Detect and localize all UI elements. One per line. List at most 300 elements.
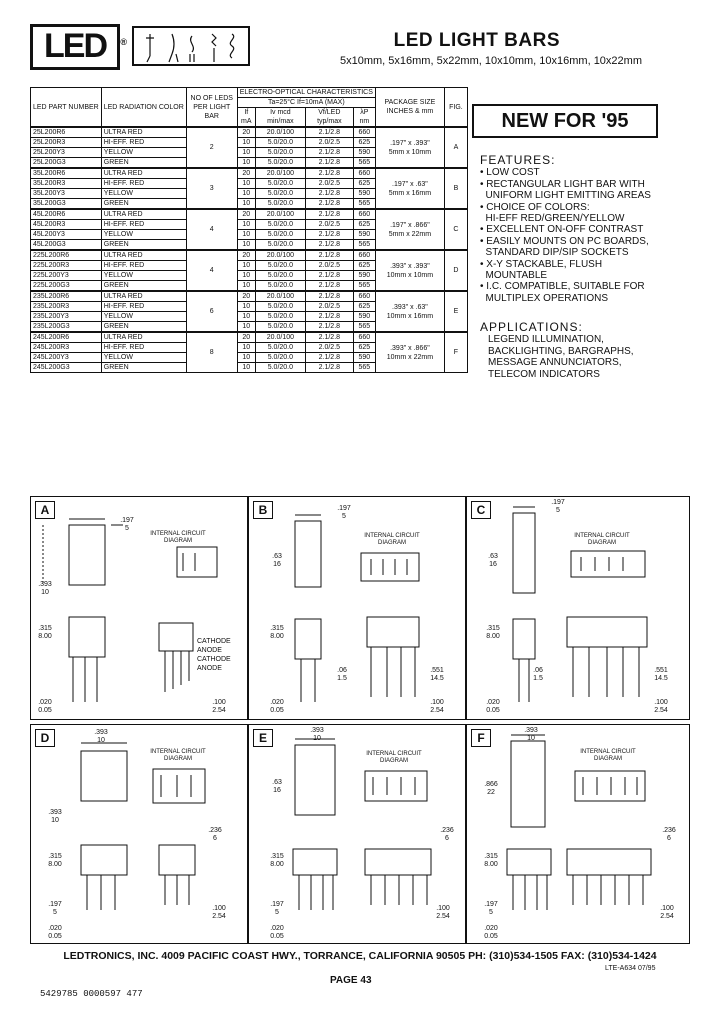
cell-led-count: 3 (186, 168, 237, 209)
cell-if: 20 (237, 168, 255, 179)
cell-figure: F (444, 332, 467, 373)
cell-vf: 2.1/2.8 (305, 209, 353, 220)
dim-lead-inch: .020 (484, 925, 498, 932)
cell-part-number: 25L200G3 (31, 158, 102, 169)
features-heading: FEATURES: (480, 153, 556, 167)
cell-vf: 2.1/2.8 (305, 322, 353, 333)
cell-color: GREEN (101, 363, 186, 373)
cell-lambda: 590 (353, 189, 375, 199)
cell-led-count: 8 (186, 332, 237, 373)
pin-label: ANODE (197, 647, 222, 654)
cell-part-number: 225L200G3 (31, 281, 102, 292)
cell-vf: 2.1/2.8 (305, 250, 353, 261)
new-for-95-badge: NEW FOR '95 (472, 104, 658, 138)
dim-lead-inch: .020 (486, 699, 500, 706)
led-lamps-icon (132, 26, 250, 66)
dim-pitch-mm: 2.54 (660, 913, 674, 920)
cell-iv: 5.0/20.0 (255, 322, 305, 333)
cell-led-count: 4 (186, 209, 237, 250)
cell-iv: 5.0/20.0 (255, 189, 305, 199)
cell-iv: 20.0/100 (255, 332, 305, 343)
dim-width-mm: 14.5 (654, 675, 668, 682)
cell-part-number: 235L200R6 (31, 291, 102, 302)
cell-led-count: 6 (186, 291, 237, 332)
cell-package-size (375, 209, 444, 250)
dim-side-inch: .63 (272, 553, 282, 560)
cell-iv: 5.0/20.0 (255, 281, 305, 292)
cell-lambda: 590 (353, 148, 375, 158)
cell-vf: 2.0/2.5 (305, 220, 353, 230)
cell-color: ULTRA RED (101, 127, 186, 138)
figure-c-drawing (467, 497, 691, 721)
dim-edge-inch: .197 (484, 901, 498, 908)
cell-iv: 5.0/20.0 (255, 312, 305, 322)
cell-part-number: 235L200Y3 (31, 312, 102, 322)
cell-vf: 2.0/2.5 (305, 261, 353, 271)
dim-top-inch: .393 (524, 727, 538, 734)
cell-vf: 2.1/2.8 (305, 332, 353, 343)
dim-height-mm: 8.00 (486, 633, 500, 640)
figure-label: B (253, 501, 273, 519)
figure-label: C (471, 501, 491, 519)
dim-height-inch: .315 (486, 625, 500, 632)
cell-iv: 5.0/20.0 (255, 158, 305, 169)
dim-edge-mm: 5 (489, 909, 493, 916)
cell-iv: 20.0/100 (255, 291, 305, 302)
applications-list (480, 334, 680, 380)
cell-led-count: 2 (186, 127, 237, 168)
cell-lambda: 660 (353, 250, 375, 261)
cell-lambda: 660 (353, 209, 375, 220)
cell-iv: 5.0/20.0 (255, 179, 305, 189)
pin-label: CATHODE (197, 656, 231, 663)
package-mm: 10mm x 22mm (386, 353, 434, 361)
dim-right-mm: 6 (445, 835, 449, 842)
dim-pitch-mm: 2.54 (436, 913, 450, 920)
dim-top-inch: .393 (94, 729, 108, 736)
cell-color: ULTRA RED (101, 250, 186, 261)
cell-lambda: 590 (353, 271, 375, 281)
cell-color: ULTRA RED (101, 209, 186, 220)
dim-pitch-inch: .100 (654, 699, 668, 706)
cell-iv: 5.0/20.0 (255, 261, 305, 271)
cell-lambda: 565 (353, 240, 375, 251)
figure-panel-a (30, 496, 248, 720)
cell-if: 10 (237, 363, 255, 373)
feature-item: • RECTANGULAR LIGHT BAR WITH (480, 178, 645, 190)
cell-if: 20 (237, 250, 255, 261)
cell-part-number: 235L200R3 (31, 302, 102, 312)
table-row (31, 127, 468, 138)
page-subtitle: 5x10mm, 5x16mm, 5x22mm, 10x10mm, 10x16mm, 10x22mm (340, 55, 642, 67)
dim-spacing-inch: .06 (533, 667, 543, 674)
circuit-diagram-title: INTERNAL CIRCUIT DIAGRAM (150, 749, 206, 762)
dim-pitch-inch: .100 (212, 699, 226, 706)
cell-if: 10 (237, 353, 255, 363)
pin-label: CATHODE (197, 638, 231, 645)
dim-side-inch: .393 (38, 581, 52, 588)
circuit-diagram-title: INTERNAL CIRCUIT DIAGRAM (574, 533, 630, 546)
dim-height-inch: .315 (270, 853, 284, 860)
dim-top-inch: .197 (337, 505, 351, 512)
dim-height-mm: 8.00 (270, 861, 284, 868)
feature-item: • CHOICE OF COLORS: (480, 201, 590, 213)
figure-a-drawing (31, 497, 249, 721)
dim-lead-mm: 0.05 (484, 933, 498, 940)
cell-part-number: 225L200R3 (31, 261, 102, 271)
dim-right-mm: 6 (667, 835, 671, 842)
cell-part-number: 35L200R6 (31, 168, 102, 179)
features-section (480, 155, 680, 304)
dim-right-inch: .236 (440, 827, 454, 834)
dim-lead-inch: .020 (270, 699, 284, 706)
cell-iv: 20.0/100 (255, 250, 305, 261)
dim-edge-mm: 5 (275, 909, 279, 916)
cell-if: 10 (237, 322, 255, 333)
cell-part-number: 45L200G3 (31, 240, 102, 251)
applications-section (480, 322, 680, 380)
document-code: LTE-A634 07/95 (605, 965, 656, 972)
feature-item: STANDARD DIP/SIP SOCKETS (480, 247, 629, 259)
package-inches: .197" x .866" (390, 221, 430, 229)
cell-lambda: 625 (353, 302, 375, 312)
dim-right-inch: .236 (662, 827, 676, 834)
dim-pitch-mm: 2.54 (654, 707, 668, 714)
figure-b-drawing (249, 497, 467, 721)
page-number: PAGE 43 (330, 975, 372, 986)
dim-height-inch: .315 (484, 853, 498, 860)
cell-color: GREEN (101, 199, 186, 210)
cell-part-number: 245L200R6 (31, 332, 102, 343)
cell-lambda: 565 (353, 363, 375, 373)
cell-color: YELLOW (101, 148, 186, 158)
dim-edge-inch: .197 (48, 901, 62, 908)
col-color-header: LED RADIATION COLOR (101, 88, 186, 128)
cell-vf: 2.1/2.8 (305, 240, 353, 251)
cell-if: 10 (237, 271, 255, 281)
cell-color: HI-EFF. RED (101, 220, 186, 230)
package-mm: 5mm x 16mm (388, 189, 432, 197)
dim-lead-mm: 0.05 (270, 933, 284, 940)
company-address-line: LEDTRONICS, INC. 4009 PACIFIC COAST HWY., TORRANCE, CALIFORNIA 90505 PH: (310)534-1505 FAX: (310)534-1424 (63, 950, 657, 962)
dim-top-inch: .393 (310, 727, 324, 734)
pin-label: ANODE (197, 665, 222, 672)
dim-height-mm: 8.00 (270, 633, 284, 640)
dim-lead-mm: 0.05 (486, 707, 500, 714)
cell-part-number: 245L200R3 (31, 343, 102, 353)
dim-side-mm: 16 (489, 561, 497, 568)
cell-iv: 5.0/20.0 (255, 271, 305, 281)
circuit-diagram-title: INTERNAL CIRCUIT DIAGRAM (364, 533, 420, 546)
table-row (31, 168, 468, 179)
col-lp-header: λP nm (353, 108, 375, 128)
feature-item: HI-EFF RED/GREEN/YELLOW (480, 213, 625, 225)
cell-vf: 2.0/2.5 (305, 179, 353, 189)
logo-registered-mark: ® (120, 37, 127, 47)
cell-iv: 5.0/20.0 (255, 138, 305, 148)
col-cond-header: Ta=25°C If=10mA (MAX) (237, 98, 375, 108)
cell-part-number: 35L200R3 (31, 179, 102, 189)
cell-package-size (375, 250, 444, 291)
dim-spacing-mm: 1.5 (337, 675, 347, 682)
cell-part-number: 225L200R6 (31, 250, 102, 261)
cell-if: 10 (237, 220, 255, 230)
dim-pitch-inch: .100 (212, 905, 226, 912)
feature-item: MULTIPLEX OPERATIONS (480, 292, 608, 304)
dim-side-mm: 16 (273, 561, 281, 568)
cell-vf: 2.1/2.8 (305, 291, 353, 302)
cell-iv: 5.0/20.0 (255, 363, 305, 373)
logo-text: LED (44, 27, 106, 65)
package-inches: .197" x .63" (392, 180, 428, 188)
dim-pitch-inch: .100 (660, 905, 674, 912)
dim-top-mm: 10 (527, 735, 535, 742)
dim-side-inch: .63 (272, 779, 282, 786)
cell-if: 10 (237, 148, 255, 158)
cell-vf: 2.1/2.8 (305, 199, 353, 210)
dim-height-mm: 8.00 (484, 861, 498, 868)
package-inches: .393" x .866" (390, 344, 430, 352)
cell-lambda: 565 (353, 322, 375, 333)
cell-iv: 5.0/20.0 (255, 240, 305, 251)
ledtronics-logo (30, 24, 127, 70)
cell-if: 10 (237, 158, 255, 169)
package-mm: 5mm x 22mm (388, 230, 432, 238)
application-item: TELECOM INDICATORS (488, 368, 600, 380)
cell-vf: 2.0/2.5 (305, 343, 353, 353)
cell-lambda: 660 (353, 127, 375, 138)
cell-vf: 2.1/2.8 (305, 281, 353, 292)
dim-right-mm: 6 (213, 835, 217, 842)
cell-lambda: 565 (353, 158, 375, 169)
figure-panel-b (248, 496, 466, 720)
figure-label: F (471, 729, 491, 747)
package-mm: 5mm x 10mm (388, 148, 432, 156)
dim-top-mm: 10 (97, 737, 105, 744)
feature-item: • X-Y STACKABLE, FLUSH (480, 258, 603, 270)
cell-color: HI-EFF. RED (101, 179, 186, 189)
circuit-diagram-title: INTERNAL CIRCUIT DIAGRAM (366, 751, 422, 764)
cell-if: 10 (237, 230, 255, 240)
cell-iv: 5.0/20.0 (255, 148, 305, 158)
spec-table-body (31, 127, 468, 373)
cell-figure: D (444, 250, 467, 291)
cell-vf: 2.1/2.8 (305, 271, 353, 281)
cell-color: HI-EFF. RED (101, 261, 186, 271)
cell-color: YELLOW (101, 189, 186, 199)
dim-spacing-inch: .06 (337, 667, 347, 674)
cell-color: HI-EFF. RED (101, 138, 186, 148)
cell-color: YELLOW (101, 353, 186, 363)
dim-side-mm: 16 (273, 787, 281, 794)
table-row (31, 209, 468, 220)
application-item: BACKLIGHTING, BARGRAPHS, (488, 345, 634, 357)
cell-vf: 2.1/2.8 (305, 312, 353, 322)
cell-color: GREEN (101, 240, 186, 251)
cell-figure: E (444, 291, 467, 332)
features-list (480, 167, 680, 304)
col-vf-header: Vf/LED typ/max (305, 108, 353, 128)
cell-color: YELLOW (101, 312, 186, 322)
cell-iv: 5.0/20.0 (255, 353, 305, 363)
cell-if: 10 (237, 240, 255, 251)
feature-item: UNIFORM LIGHT EMITTING AREAS (480, 190, 651, 202)
cell-iv: 5.0/20.0 (255, 343, 305, 353)
dim-top-mm: 5 (556, 507, 560, 514)
cell-iv: 20.0/100 (255, 127, 305, 138)
col-eo-header: ELECTRO-OPTICAL CHARACTERISTICS (237, 88, 375, 98)
cell-iv: 20.0/100 (255, 168, 305, 179)
cell-iv: 20.0/100 (255, 209, 305, 220)
dim-pitch-mm: 2.54 (212, 707, 226, 714)
table-row (31, 332, 468, 343)
cell-lambda: 625 (353, 138, 375, 148)
cell-iv: 5.0/20.0 (255, 302, 305, 312)
dim-pitch-mm: 2.54 (430, 707, 444, 714)
cell-color: HI-EFF. RED (101, 343, 186, 353)
cell-if: 20 (237, 127, 255, 138)
figure-label: D (35, 729, 55, 747)
dim-top-mm: 5 (125, 525, 129, 532)
dim-edge-inch: .197 (270, 901, 284, 908)
figure-panel-f (466, 724, 690, 944)
cell-part-number: 245L200Y3 (31, 353, 102, 363)
feature-item: • I.C. COMPATIBLE, SUITABLE FOR (480, 281, 645, 293)
feature-item: MOUNTABLE (480, 270, 548, 282)
dim-lead-mm: 0.05 (38, 707, 52, 714)
cell-lambda: 565 (353, 281, 375, 292)
cell-lambda: 565 (353, 199, 375, 210)
cell-if: 10 (237, 261, 255, 271)
dim-height-inch: .315 (38, 625, 52, 632)
cell-lambda: 660 (353, 291, 375, 302)
cell-part-number: 45L200R6 (31, 209, 102, 220)
cell-vf: 2.1/2.8 (305, 168, 353, 179)
cell-package-size (375, 168, 444, 209)
cell-iv: 5.0/20.0 (255, 230, 305, 240)
cell-color: GREEN (101, 322, 186, 333)
cell-if: 10 (237, 343, 255, 353)
cell-if: 10 (237, 312, 255, 322)
dim-edge-mm: 5 (53, 909, 57, 916)
dim-lead-inch: .020 (48, 925, 62, 932)
cell-if: 20 (237, 332, 255, 343)
dim-height-inch: .315 (48, 853, 62, 860)
dim-height-inch: .315 (270, 625, 284, 632)
cell-vf: 2.0/2.5 (305, 138, 353, 148)
col-part-header: LED PART NUMBER (31, 88, 102, 128)
application-item: LEGEND ILLUMINATION, (488, 334, 604, 346)
col-num-header: NO OF LEDS PER LIGHT BAR (186, 88, 237, 128)
dim-lead-mm: 0.05 (270, 707, 284, 714)
cell-figure: B (444, 168, 467, 209)
cell-lambda: 660 (353, 168, 375, 179)
cell-if: 10 (237, 199, 255, 210)
cell-color: YELLOW (101, 230, 186, 240)
circuit-diagram-title: INTERNAL CIRCUIT DIAGRAM (580, 749, 636, 762)
cell-part-number: 25L200R3 (31, 138, 102, 148)
feature-item: • LOW COST (480, 167, 540, 179)
cell-color: ULTRA RED (101, 291, 186, 302)
dim-spacing-mm: 1.5 (533, 675, 543, 682)
cell-part-number: 45L200R3 (31, 220, 102, 230)
applications-heading: APPLICATIONS: (480, 320, 583, 334)
cell-lambda: 625 (353, 261, 375, 271)
cell-part-number: 245L200G3 (31, 363, 102, 373)
cell-lambda: 625 (353, 179, 375, 189)
cell-part-number: 45L200Y3 (31, 230, 102, 240)
spec-table (30, 87, 468, 373)
cell-vf: 2.1/2.8 (305, 189, 353, 199)
cell-iv: 5.0/20.0 (255, 220, 305, 230)
cell-if: 10 (237, 281, 255, 292)
cell-vf: 2.1/2.8 (305, 148, 353, 158)
col-pkg-header: PACKAGE SIZE INCHES & mm (375, 88, 444, 128)
cell-lambda: 590 (353, 353, 375, 363)
dim-height-mm: 8.00 (38, 633, 52, 640)
cell-part-number: 25L200Y3 (31, 148, 102, 158)
cell-if: 10 (237, 189, 255, 199)
dim-width-inch: .551 (654, 667, 668, 674)
cell-vf: 2.1/2.8 (305, 158, 353, 169)
cell-if: 20 (237, 209, 255, 220)
cell-vf: 2.0/2.5 (305, 302, 353, 312)
cell-figure: C (444, 209, 467, 250)
cell-part-number: 35L200G3 (31, 199, 102, 210)
cell-led-count: 4 (186, 250, 237, 291)
figure-panel-d (30, 724, 248, 944)
cell-vf: 2.1/2.8 (305, 363, 353, 373)
dim-side-inch: .866 (484, 781, 498, 788)
cell-color: GREEN (101, 281, 186, 292)
figure-panel-e (248, 724, 466, 944)
dim-width-mm: 14.5 (430, 675, 444, 682)
figure-label: A (35, 501, 55, 519)
cell-package-size (375, 332, 444, 373)
pin-labels (197, 637, 231, 673)
dim-side-mm: 22 (487, 789, 495, 796)
dim-pitch-mm: 2.54 (212, 913, 226, 920)
cell-part-number: 235L200G3 (31, 322, 102, 333)
cell-color: ULTRA RED (101, 168, 186, 179)
package-mm: 10mm x 10mm (386, 271, 434, 279)
circuit-diagram-title: INTERNAL CIRCUIT DIAGRAM (150, 531, 206, 544)
dim-lead-inch: .020 (270, 925, 284, 932)
cell-lambda: 660 (353, 332, 375, 343)
package-mm: 10mm x 16mm (386, 312, 434, 320)
cell-if: 10 (237, 302, 255, 312)
page-title: LED LIGHT BARS (393, 30, 560, 51)
cell-color: YELLOW (101, 271, 186, 281)
dim-lead-inch: .020 (38, 699, 52, 706)
dim-top-mm: 10 (313, 735, 321, 742)
dim-lead-mm: 0.05 (48, 933, 62, 940)
cell-if: 10 (237, 179, 255, 189)
dim-top-mm: 5 (342, 513, 346, 520)
figure-panel-c (466, 496, 690, 720)
col-if-header: If mA (237, 108, 255, 128)
scan-barcode-text: 5429785 0000597 477 (40, 989, 143, 999)
cell-color: ULTRA RED (101, 332, 186, 343)
application-item: MESSAGE ANNUNCIATORS, (488, 357, 622, 369)
feature-item: • EXCELLENT ON-OFF CONTRAST (480, 224, 644, 236)
cell-package-size (375, 127, 444, 168)
col-iv-header: Iv mcd min/max (255, 108, 305, 128)
dim-side-mm: 10 (51, 817, 59, 824)
cell-iv: 5.0/20.0 (255, 199, 305, 210)
package-inches: .393" x .63" (392, 303, 428, 311)
cell-lambda: 590 (353, 312, 375, 322)
